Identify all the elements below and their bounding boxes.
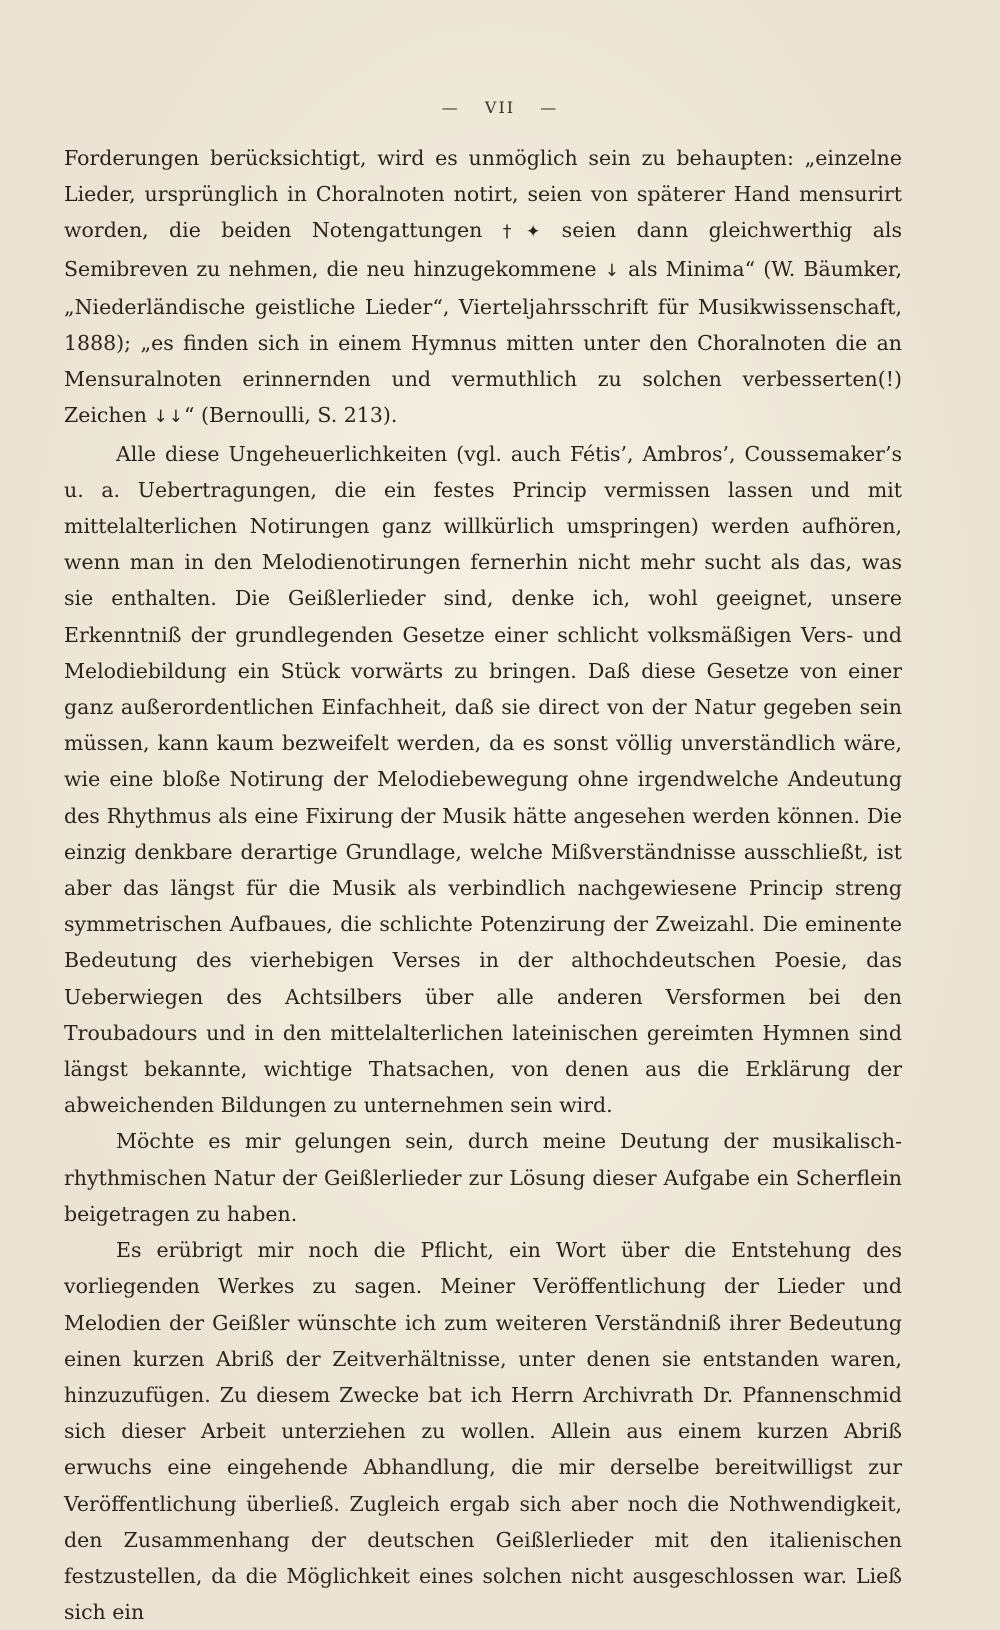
notation-symbol: †✦ [502,222,542,243]
header-dash-right: — [540,98,559,117]
text-run: Forderungen berücksichtigt, wird es unmöglich sein zu behaupten: „einzelne Lieder, ursprünglich in Choralnoten notirt, seien von späterer Hand mensurirt worden, die beiden Notengattungen [64,146,902,243]
page-number-header [0,98,1000,117]
paragraph-4 [64,1232,902,1630]
text-run: “ (Bernoulli, S. 213). [183,403,398,428]
body-text [64,140,902,1630]
page-number: VII [484,98,516,117]
notation-symbol: ↓ [604,260,620,281]
paragraph-1 [64,140,902,436]
text-run: als Minima“ (W. Bäumker, „Niederländische geistliche Lieder“, Vierteljahrsschrift für Musikwissenschaft, 1888); „es finden sich in einem Hymnus mitten unter den Choralnoten die an Mensuralnoten erinnernden und vermuthlich zu solchen verbesserten(!) Zeichen [64,256,902,428]
header-dash-left: — [441,98,460,117]
text-run: Alle diese Ungeheuerlichkeiten (vgl. auch Fétis’, Ambros’, Coussemaker’s u. a. Uebertragungen, die ein festes Princip vermissen lassen und mit mittelalterlichen Notirungen ganz willkürlich umspringen) werden aufhören, wenn man in den Melodienotirungen fernerhin nicht mehr sucht als das, was sie enthalten. Die Geißlerlieder sind, denke ich, wohl geeignet, unsere Erkenntniß der grundlegenden Gesetze einer schlicht volksmäßigen Vers- und Melodiebildung ein Stück vorwärts zu bringen. Daß diese Gesetze von einer ganz außerordentlichen Einfachheit, daß sie direct von der Natur gegeben sein müssen, kann kaum bezweifelt werden, da es sonst völlig unverständlich wäre, wie eine bloße Notirung der Melodiebewegung ohne irgendwelche Andeutung des Rhythmus als eine Fixirung der Musik hätte angesehen werden können. Die einzig denkbare derartige Grundlage, welche Mißverständnisse ausschließt, ist aber das längst für die Musik als verbindlich nachgewiesene Princip streng symmetrischen Aufbaues, die schlichte Potenzirung der Zweizahl. Die eminente Bedeutung des vierhebigen Verses in der althochdeutschen Poesie, das Ueberwiegen des Achtsilbers über alle anderen Versformen bei den Troubadours und in den mittelalterlichen lateinischen gereimten Hymnen sind längst bekannte, wichtige Thatsachen, von denen aus die Erklärung der abweichenden Bildungen zu unternehmen sein wird. [64,441,902,1118]
text-run: Es erübrigt mir noch die Pflicht, ein Wort über die Entstehung des vorliegenden Werkes zu sagen. Meiner Veröffentlichung der Lieder und Melodien der Geißler wünschte ich zum weiteren Verständniß ihrer Bedeutung einen kurzen Abriß der Zeitverhältnisse, unter denen sie entstanden waren, hinzuzufügen. Zu diesem Zwecke bat ich Herrn Archivrath Dr. Pfannenschmid sich dieser Arbeit unterziehen zu wollen. Allein aus einem kurzen Abriß erwuchs eine eingehende Abhandlung, die mir derselbe bereitwilligst zur Veröffentlichung überließ. Zugleich ergab sich aber noch die Nothwendigkeit, den Zusammenhang der deutschen Geißlerlieder mit den italienischen festzustellen, da die Möglichkeit eines solchen nicht ausgeschlossen war. Ließ sich ein [64,1238,902,1625]
notation-symbol: ↓↓ [153,407,184,428]
paragraph-3 [64,1123,902,1232]
paragraph-2 [64,436,902,1124]
text-run: Möchte es mir gelungen sein, durch meine Deutung der musikalisch-rhythmischen Natur der Geißlerlieder zur Lösung dieser Aufgabe ein Scherflein beigetragen zu haben. [64,1129,902,1226]
text-run: seien dann gleichwerthig als Semibreven zu nehmen, die neu hinzugekommene [64,218,902,281]
